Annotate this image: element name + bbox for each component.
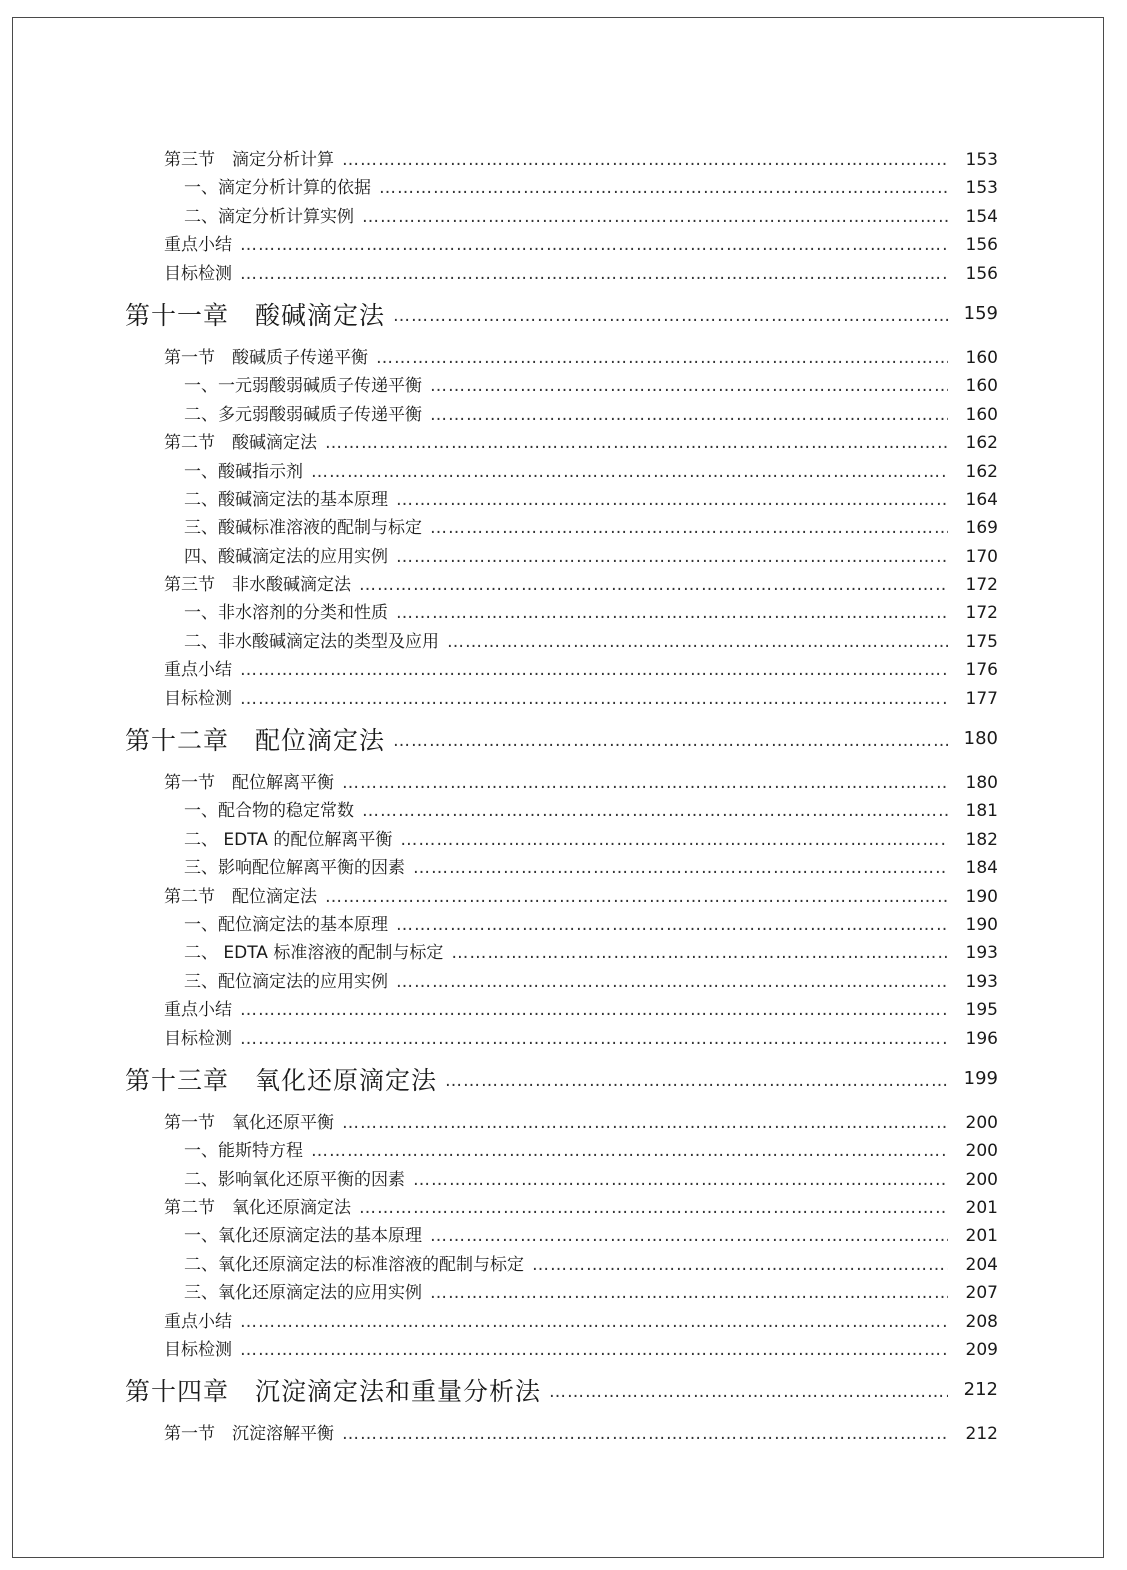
toc-entry-title: 一、非水溶剂的分类和性质 bbox=[184, 603, 388, 624]
dot-leader bbox=[240, 1336, 948, 1364]
dot-leader bbox=[342, 1109, 948, 1137]
toc-entry-page-number: 160 bbox=[965, 376, 998, 397]
dot-leader bbox=[430, 514, 948, 542]
toc-entry-title: 第十三章 氧化还原滴定法 bbox=[125, 1065, 438, 1095]
dot-leader bbox=[240, 996, 948, 1024]
toc-entry-sub[interactable] bbox=[0, 174, 1127, 202]
toc-entry-page-number: 181 bbox=[965, 801, 998, 822]
toc-entry-section[interactable] bbox=[0, 1194, 1127, 1222]
toc-entry-title: 目标检测 bbox=[164, 1340, 232, 1361]
dot-leader bbox=[396, 968, 948, 996]
toc-entry-page-number: 162 bbox=[965, 433, 998, 454]
toc-entry-title: 第三节 非水酸碱滴定法 bbox=[164, 575, 351, 596]
dot-leader bbox=[311, 458, 948, 486]
toc-entry-title: 一、一元弱酸弱碱质子传递平衡 bbox=[184, 376, 422, 397]
dot-leader bbox=[359, 571, 948, 599]
toc-entry-section[interactable] bbox=[0, 1109, 1127, 1137]
toc-entry-title: 第三节 滴定分析计算 bbox=[164, 149, 334, 170]
toc-entry-page-number: 199 bbox=[963, 1067, 998, 1089]
toc-entry-page-number: 153 bbox=[965, 178, 998, 199]
toc-entry-title: 二、影响氧化还原平衡的因素 bbox=[184, 1169, 405, 1190]
toc-entry-sub[interactable] bbox=[0, 458, 1127, 486]
dot-leader bbox=[240, 685, 948, 713]
toc-entry-title: 三、氧化还原滴定法的应用实例 bbox=[184, 1283, 422, 1304]
toc-entry-title: 目标检测 bbox=[164, 263, 232, 284]
toc-entry-title: 目标检测 bbox=[164, 688, 232, 709]
toc-entry-title: 重点小结 bbox=[164, 1000, 232, 1021]
toc-entry-sub[interactable] bbox=[0, 203, 1127, 231]
toc-entry-sub[interactable] bbox=[0, 1137, 1127, 1165]
toc-entry-page-number: 176 bbox=[965, 660, 998, 681]
toc-entry-title: 第二节 酸碱滴定法 bbox=[164, 433, 317, 454]
toc-entry-title: 二、氧化还原滴定法的标准溶液的配制与标定 bbox=[184, 1254, 524, 1275]
dot-leader bbox=[430, 372, 948, 400]
toc-entry-title: 第一节 氧化还原平衡 bbox=[164, 1112, 334, 1133]
toc-entry-sub[interactable] bbox=[0, 1223, 1127, 1251]
toc-entry-section[interactable] bbox=[0, 571, 1127, 599]
toc-entry-page-number: 204 bbox=[965, 1254, 998, 1275]
toc-entry-page-number: 196 bbox=[965, 1028, 998, 1049]
dot-leader bbox=[325, 883, 948, 911]
toc-entry-page-number: 164 bbox=[965, 489, 998, 510]
dot-leader bbox=[532, 1251, 948, 1279]
toc-entry-chapter[interactable] bbox=[0, 288, 1127, 344]
toc-entry-title: 三、影响配位解离平衡的因素 bbox=[184, 858, 405, 879]
toc-entry-title: 二、非水酸碱滴定法的类型及应用 bbox=[184, 631, 439, 652]
toc-entry-section[interactable] bbox=[0, 231, 1127, 259]
toc-entry-section[interactable] bbox=[0, 996, 1127, 1024]
toc-entry-chapter[interactable] bbox=[0, 713, 1127, 769]
toc-entry-section[interactable] bbox=[0, 1420, 1127, 1448]
toc-entry-section[interactable] bbox=[0, 429, 1127, 457]
toc-entry-sub[interactable] bbox=[0, 911, 1127, 939]
toc-entry-page-number: 201 bbox=[965, 1198, 998, 1219]
toc-entry-sub[interactable] bbox=[0, 628, 1127, 656]
dot-leader bbox=[430, 1279, 948, 1307]
toc-entry-page-number: 154 bbox=[965, 206, 998, 227]
toc-entry-title: 一、氧化还原滴定法的基本原理 bbox=[184, 1226, 422, 1247]
toc-entry-title: 重点小结 bbox=[164, 660, 232, 681]
dot-leader bbox=[362, 203, 948, 231]
toc-entry-section[interactable] bbox=[0, 656, 1127, 684]
toc-entry-page-number: 180 bbox=[965, 773, 998, 794]
dot-leader bbox=[447, 628, 948, 656]
toc-entry-page-number: 190 bbox=[965, 914, 998, 935]
toc-entry-sub[interactable] bbox=[0, 486, 1127, 514]
toc-entry-sub[interactable] bbox=[0, 797, 1127, 825]
toc-entry-title: 三、酸碱标准溶液的配制与标定 bbox=[184, 518, 422, 539]
toc-entry-sub[interactable] bbox=[0, 1251, 1127, 1279]
toc-entry-page-number: 172 bbox=[965, 603, 998, 624]
toc-entry-sub[interactable] bbox=[0, 826, 1127, 854]
toc-entry-page-number: 208 bbox=[965, 1311, 998, 1332]
toc-entry-title: 四、酸碱滴定法的应用实例 bbox=[184, 546, 388, 567]
toc-entry-page-number: 169 bbox=[965, 518, 998, 539]
toc-entry-page-number: 190 bbox=[965, 886, 998, 907]
toc-entry-page-number: 182 bbox=[965, 829, 998, 850]
dot-leader bbox=[240, 231, 948, 259]
toc-entry-sub[interactable] bbox=[0, 599, 1127, 627]
dot-leader bbox=[379, 174, 948, 202]
dot-leader bbox=[396, 486, 948, 514]
table-of-contents bbox=[0, 146, 1127, 1449]
toc-entry-title: 第二节 氧化还原滴定法 bbox=[164, 1198, 351, 1219]
dot-leader bbox=[413, 854, 948, 882]
dot-leader bbox=[342, 1420, 948, 1448]
toc-entry-title: 二、多元弱酸弱碱质子传递平衡 bbox=[184, 404, 422, 425]
dot-leader bbox=[240, 656, 948, 684]
dot-leader bbox=[396, 911, 948, 939]
toc-entry-title: 第一节 沉淀溶解平衡 bbox=[164, 1424, 334, 1445]
toc-entry-page-number: 172 bbox=[965, 575, 998, 596]
toc-entry-page-number: 177 bbox=[965, 688, 998, 709]
toc-entry-page-number: 153 bbox=[965, 149, 998, 170]
toc-entry-page-number: 156 bbox=[965, 235, 998, 256]
toc-entry-sub[interactable] bbox=[0, 543, 1127, 571]
toc-entry-title: 一、配位滴定法的基本原理 bbox=[184, 914, 388, 935]
toc-entry-page-number: 180 bbox=[963, 728, 998, 750]
toc-entry-page-number: 212 bbox=[963, 1379, 998, 1401]
toc-entry-chapter[interactable] bbox=[0, 1053, 1127, 1109]
dot-leader bbox=[396, 599, 948, 627]
toc-entry-title: 二、 EDTA 的配位解离平衡 bbox=[184, 829, 393, 850]
toc-entry-sub[interactable] bbox=[0, 854, 1127, 882]
toc-entry-sub[interactable] bbox=[0, 1279, 1127, 1307]
toc-entry-sub[interactable] bbox=[0, 968, 1127, 996]
toc-entry-sub[interactable] bbox=[0, 372, 1127, 400]
toc-entry-page-number: 162 bbox=[965, 461, 998, 482]
toc-entry-title: 重点小结 bbox=[164, 235, 232, 256]
toc-entry-title: 三、配位滴定法的应用实例 bbox=[184, 971, 388, 992]
toc-entry-page-number: 201 bbox=[965, 1226, 998, 1247]
dot-leader bbox=[451, 939, 948, 967]
toc-entry-sub[interactable] bbox=[0, 939, 1127, 967]
dot-leader bbox=[240, 1025, 948, 1053]
toc-entry-title: 重点小结 bbox=[164, 1311, 232, 1332]
toc-entry-title: 一、酸碱指示剂 bbox=[184, 461, 303, 482]
dot-leader bbox=[430, 401, 948, 429]
toc-entry-chapter[interactable] bbox=[0, 1364, 1127, 1420]
toc-entry-page-number: 170 bbox=[965, 546, 998, 567]
toc-entry-sub[interactable] bbox=[0, 1166, 1127, 1194]
toc-entry-title: 第二节 配位滴定法 bbox=[164, 886, 317, 907]
toc-entry-section[interactable] bbox=[0, 344, 1127, 372]
toc-entry-page-number: 207 bbox=[965, 1283, 998, 1304]
dot-leader bbox=[430, 1222, 948, 1250]
dot-leader bbox=[393, 288, 948, 344]
toc-entry-section[interactable] bbox=[0, 146, 1127, 174]
toc-entry-sub[interactable] bbox=[0, 514, 1127, 542]
toc-entry-page-number: 200 bbox=[965, 1169, 998, 1190]
dot-leader bbox=[342, 769, 948, 797]
toc-entry-title: 二、酸碱滴定法的基本原理 bbox=[184, 489, 388, 510]
dot-leader bbox=[413, 1166, 948, 1194]
dot-leader bbox=[396, 543, 948, 571]
toc-entry-page-number: 160 bbox=[965, 347, 998, 368]
toc-entry-title: 第一节 酸碱质子传递平衡 bbox=[164, 347, 368, 368]
toc-entry-page-number: 195 bbox=[965, 1000, 998, 1021]
toc-entry-title: 目标检测 bbox=[164, 1028, 232, 1049]
toc-entry-title: 一、能斯特方程 bbox=[184, 1141, 303, 1162]
toc-entry-title: 一、滴定分析计算的依据 bbox=[184, 178, 371, 199]
toc-entry-title: 第十四章 沉淀滴定法和重量分析法 bbox=[125, 1377, 542, 1407]
dot-leader bbox=[240, 260, 948, 288]
toc-entry-page-number: 200 bbox=[965, 1141, 998, 1162]
toc-entry-title: 二、 EDTA 标准溶液的配制与标定 bbox=[184, 943, 444, 964]
toc-entry-title: 二、滴定分析计算实例 bbox=[184, 206, 354, 227]
dot-leader bbox=[240, 1308, 948, 1336]
toc-entry-page-number: 175 bbox=[965, 631, 998, 652]
dot-leader bbox=[359, 1194, 948, 1222]
dot-leader bbox=[400, 826, 948, 854]
toc-entry-page-number: 159 bbox=[963, 302, 998, 324]
dot-leader bbox=[549, 1364, 948, 1420]
toc-entry-sub[interactable] bbox=[0, 401, 1127, 429]
toc-entry-section[interactable] bbox=[0, 883, 1127, 911]
toc-entry-page-number: 156 bbox=[965, 263, 998, 284]
dot-leader bbox=[342, 146, 948, 174]
dot-leader bbox=[311, 1137, 948, 1165]
toc-entry-page-number: 184 bbox=[965, 858, 998, 879]
toc-entry-title: 第一节 配位解离平衡 bbox=[164, 773, 334, 794]
dot-leader bbox=[376, 344, 948, 372]
toc-entry-title: 一、配合物的稳定常数 bbox=[184, 801, 354, 822]
dot-leader bbox=[362, 797, 948, 825]
toc-entry-page-number: 209 bbox=[965, 1340, 998, 1361]
toc-entry-page-number: 212 bbox=[965, 1424, 998, 1445]
toc-entry-page-number: 193 bbox=[965, 971, 998, 992]
dot-leader bbox=[445, 1053, 948, 1109]
toc-entry-title: 第十二章 配位滴定法 bbox=[125, 726, 386, 756]
toc-entry-section[interactable] bbox=[0, 769, 1127, 797]
dot-leader bbox=[393, 713, 948, 769]
toc-entry-page-number: 193 bbox=[965, 943, 998, 964]
dot-leader bbox=[325, 429, 948, 457]
toc-entry-page-number: 160 bbox=[965, 404, 998, 425]
toc-entry-title: 第十一章 酸碱滴定法 bbox=[125, 300, 386, 330]
toc-entry-page-number: 200 bbox=[965, 1112, 998, 1133]
toc-entry-section[interactable] bbox=[0, 1308, 1127, 1336]
